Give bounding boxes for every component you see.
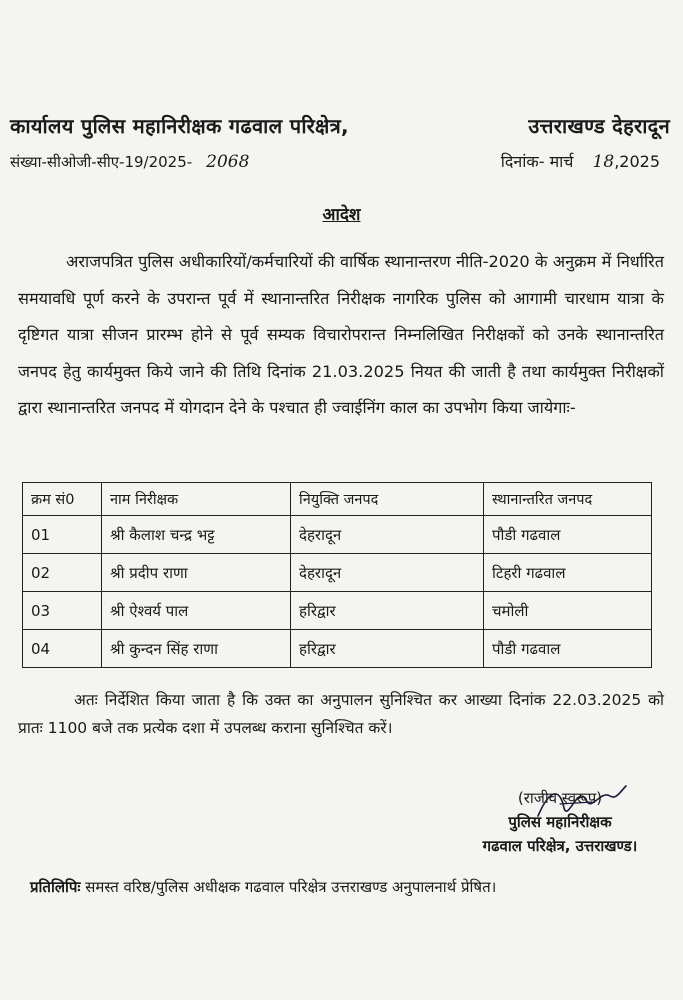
copy-to (30, 877, 670, 897)
cell-posting: देहरादून (291, 554, 484, 592)
office-place: उत्तराखण्ड देहरादून (528, 114, 670, 138)
cell-serial: 01 (23, 516, 102, 554)
signatory-name: (राजीव स्वरूप) (517, 789, 603, 807)
cell-name: श्री कैलाश चन्द्र भट्ट (102, 516, 291, 554)
office-name: कार्यालय पुलिस महानिरीक्षक गढवाल परिक्षेत्र, (10, 114, 349, 138)
table-row (23, 630, 652, 668)
copy-to-label: प्रतिलिपिः (30, 878, 81, 896)
date-year: ,2025 (614, 152, 660, 171)
cell-transfer: पौडी गढवाल (484, 630, 652, 668)
cell-serial: 03 (23, 592, 102, 630)
body-paragraph: अराजपत्रित पुलिस अधीकारियों/कर्मचारियों की वार्षिक स्थानान्तरण नीति-2020 के अनुक्रम में निर्धारित समयावधि पूर्ण करने के उपरान्त पूर्व में स्थानान्तरित निरीक्षक नागरिक पुलिस को आगामी चारधाम यात्रा के दृष्टिगत यात्रा सीजन प्रारम्भ होने से पूर्व सम्यक विचारोपरान्त निम्नलिखित निरीक्षकों को उनके स्थानान्तरित जनपद हेतु कार्यमुक्त किये जाने की तिथि दिनांक 21.03.2025 नियत की जाती है तथा कार्यमुक्त निरीक्षकों द्वारा स्थानान्तरित जनपद में योगदान देने के पश्चात ही ज्वाईनिंग काल का उपभोग किया जायेगाः- (18, 252, 664, 417)
cell-serial: 02 (23, 554, 102, 592)
date-day: 18 (592, 152, 615, 172)
handwritten-number: 2068 (206, 152, 250, 172)
cell-serial: 04 (23, 630, 102, 668)
date-prefix: दिनांक- मार्च (500, 152, 574, 171)
order-date (501, 150, 660, 172)
signature-block (440, 786, 680, 858)
header-transfer-district: स्थानान्तरित जनपद (484, 483, 652, 516)
cell-name: श्री कुन्दन सिंह राणा (102, 630, 291, 668)
order-title: आदेश (322, 205, 361, 225)
cell-transfer: चमोली (484, 592, 652, 630)
cell-transfer: टिहरी गढवाल (484, 554, 652, 592)
reference-line (10, 150, 660, 172)
table-row (23, 592, 652, 630)
cell-posting: देहरादून (291, 516, 484, 554)
table-row (23, 554, 652, 592)
header-serial: क्रम सं0 (23, 483, 102, 516)
closing-paragraph: अतः निर्देशित किया जाता है कि उक्त का अनुपालन सुनिश्चित कर आख्या दिनांक 22.03.2025 को प्रातः 1100 बजे तक प्रत्येक दशा में उपलब्ध कराना सुनिश्चित करें। (18, 691, 664, 737)
reference-number-group (10, 152, 249, 172)
copy-to-text: समस्त वरिष्ठ/पुलिस अधीक्षक गढवाल परिक्षेत्र उत्तराखण्ड अनुपालनार्थ प्रेषित। (85, 878, 497, 896)
header-inspector-name: नाम निरीक्षक (102, 483, 291, 516)
office-header (10, 112, 670, 139)
cell-posting: हरिद्वार (291, 630, 484, 668)
header-posting-district: नियुक्ति जनपद (291, 483, 484, 516)
cell-name: श्री ऐश्वर्य पाल (102, 592, 291, 630)
cell-name: श्री प्रदीप राणा (102, 554, 291, 592)
transfer-table (22, 482, 652, 668)
table-header-row (23, 483, 652, 516)
cell-transfer: पौडी गढवाल (484, 516, 652, 554)
signatory-designation: पुलिस महानिरीक्षक (508, 813, 612, 831)
signatory-office: गढवाल परिक्षेत्र, उत्तराखण्ड। (482, 837, 638, 855)
cell-posting: हरिद्वार (291, 592, 484, 630)
reference-number: संख्या-सीओजी-सीए-19/2025- (10, 153, 193, 171)
table-row (23, 516, 652, 554)
